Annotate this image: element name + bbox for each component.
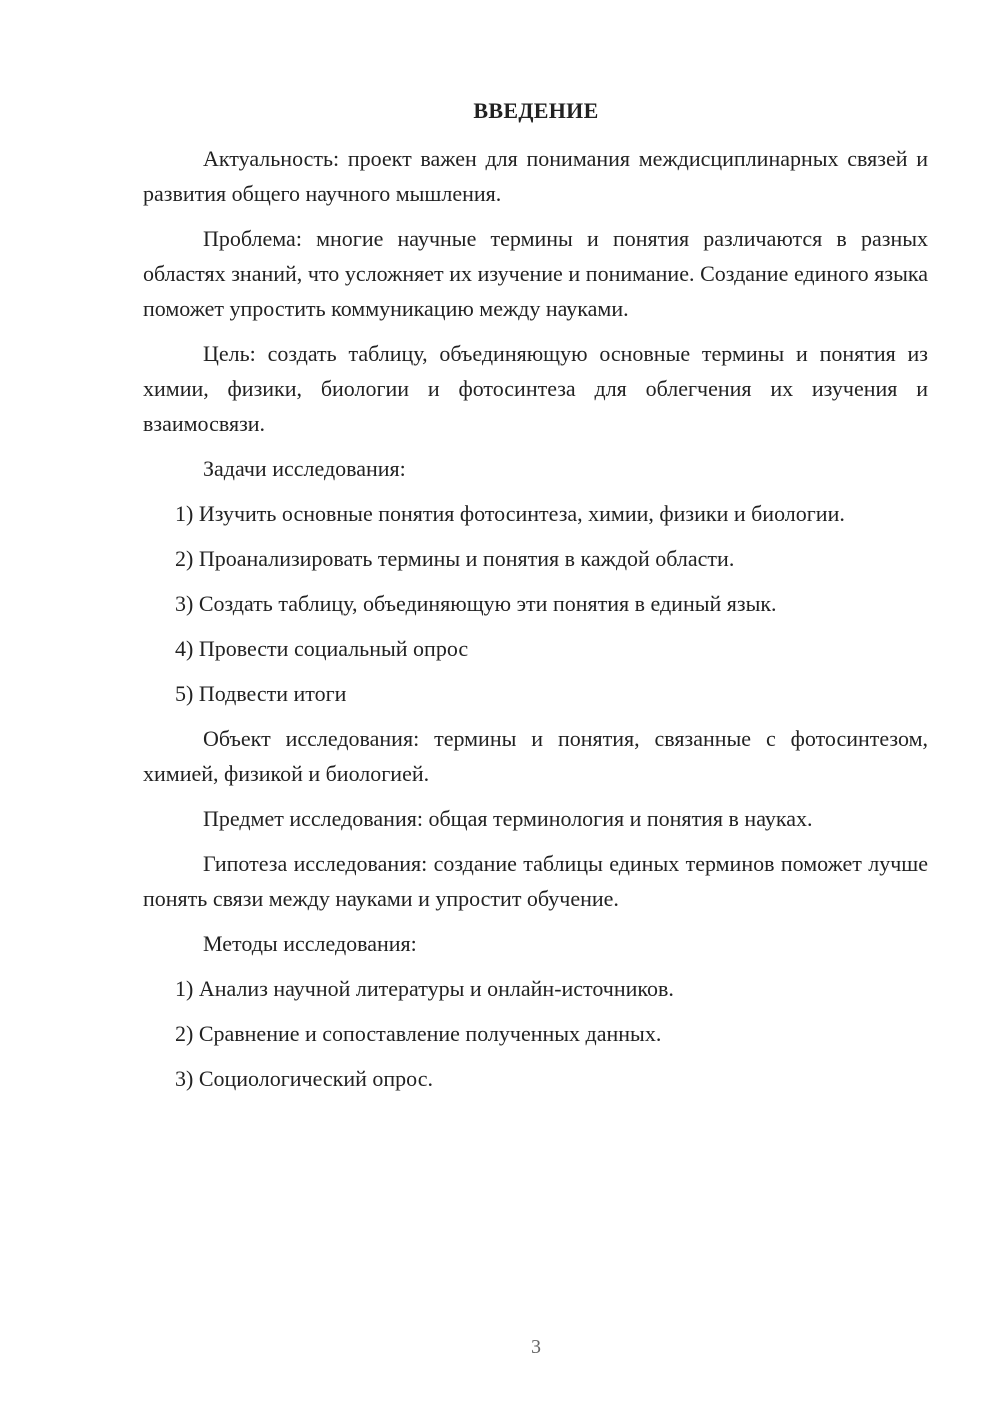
task-item: 3) Создать таблицу, объединяющую эти понятия в единый язык. <box>175 591 777 616</box>
page-title: ВВЕДЕНИЕ <box>473 98 599 123</box>
method-item: 1) Анализ научной литературы и онлайн-источников. <box>175 976 674 1001</box>
body-text <box>143 141 928 1106</box>
relevance-paragraph: Актуальность: проект важен для понимания междисциплинарных связей и развития общего научного мышления. <box>143 146 928 206</box>
task-item: 5) Подвести итоги <box>175 681 347 706</box>
tasks-heading: Задачи исследования: <box>203 456 406 481</box>
goal-paragraph: Цель: создать таблицу, объединяющую основные термины и понятия из химии, физики, биологии и фотосинтеза для облегчения их изучения и взаимосвязи. <box>143 341 928 436</box>
method-item: 2) Сравнение и сопоставление полученных данных. <box>175 1021 662 1046</box>
page-number: 3 <box>531 1336 541 1358</box>
hypothesis-paragraph: Гипотеза исследования: создание таблицы единых терминов поможет лучше понять связи между науками и упростит обучение. <box>143 851 928 911</box>
object-paragraph: Объект исследования: термины и понятия, связанные с фотосинтезом, химией, физикой и биологией. <box>143 726 928 786</box>
subject-paragraph: Предмет исследования: общая терминология и понятия в науках. <box>203 806 813 831</box>
method-item: 3) Социологический опрос. <box>175 1066 433 1091</box>
task-item: 2) Проанализировать термины и понятия в каждой области. <box>175 546 735 571</box>
methods-heading: Методы исследования: <box>203 931 417 956</box>
task-item: 4) Провести социальный опрос <box>175 636 469 661</box>
problem-paragraph: Проблема: многие научные термины и понятия различаются в разных областях знаний, что усложняет их изучение и понимание. Создание единого языка поможет упростить коммуникацию между науками. <box>143 226 928 321</box>
task-item: 1) Изучить основные понятия фотосинтеза, химии, физики и биологии. <box>175 501 845 526</box>
